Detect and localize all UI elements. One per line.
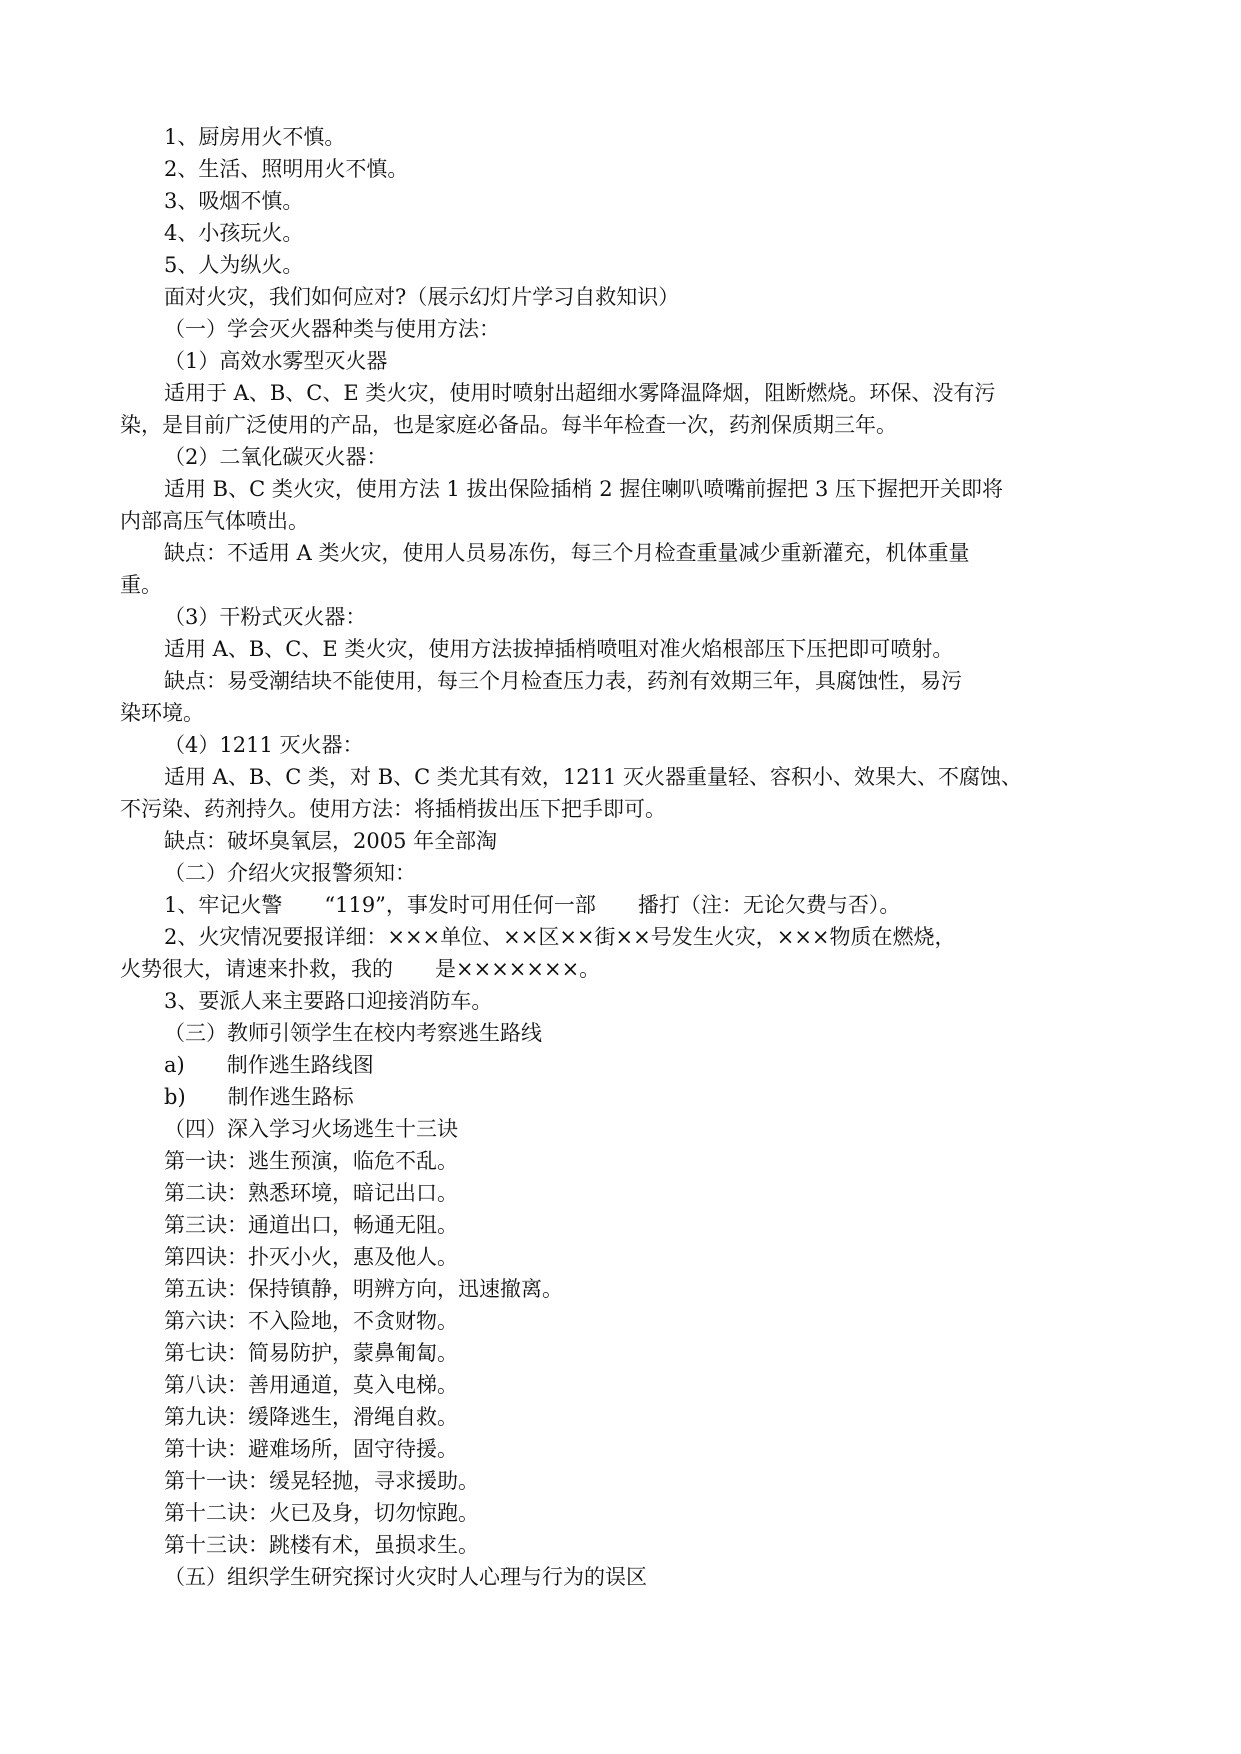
document-line: 第十诀：避难场所，固守待援。 (164, 1437, 458, 1461)
document-line: 缺点：易受潮结块不能使用，每三个月检查压力表，药剂有效期三年，具腐蚀性，易污 (164, 669, 962, 693)
document-line: 5、人为纵火。 (164, 253, 304, 277)
document-line: 缺点：不适用 A 类火灾，使用人员易冻伤，每三个月检查重量减少重新灌充，机体重量 (164, 541, 970, 565)
document-line: （一）学会灭火器种类与使用方法： (164, 317, 500, 341)
document-line: 第六诀：不入险地，不贪财物。 (164, 1309, 458, 1333)
document-line: 第三诀：通道出口，畅通无阻。 (164, 1213, 458, 1237)
document-line: b) 制作逃生路标 (164, 1085, 354, 1109)
document-line: 内部高压气体喷出。 (120, 509, 309, 533)
document-line: 重。 (120, 573, 162, 597)
document-line: 第十二诀：火已及身，切勿惊跑。 (164, 1501, 479, 1525)
document-line: 第一诀：逃生预演，临危不乱。 (164, 1149, 458, 1173)
document-line: 第二诀：熟悉环境，暗记出口。 (164, 1181, 458, 1205)
document-line: 第八诀：善用通道，莫入电梯。 (164, 1373, 458, 1397)
document-line: 第九诀：缓降逃生，滑绳自救。 (164, 1405, 458, 1429)
document-line: （1）高效水雾型灭火器 (164, 349, 388, 373)
document-line: 火势很大，请速来扑救，我的 是×××××××。 (120, 957, 601, 981)
document-line: 4、小孩玩火。 (164, 221, 304, 245)
document-body (120, 121, 1124, 1593)
document-line: （2）二氧化碳灭火器： (164, 445, 388, 469)
document-line: 3、要派人来主要路口迎接消防车。 (164, 989, 493, 1013)
document-line: 第五诀：保持镇静，明辨方向，迅速撤离。 (164, 1277, 563, 1301)
document-line: 1、厨房用火不慎。 (164, 125, 346, 149)
document-line: 适用 B、C 类火灾，使用方法 1 拔出保险插梢 2 握住喇叭喷嘴前握把 3 压下握把开关即将 (164, 477, 1003, 501)
document-line: 染，是目前广泛使用的产品，也是家庭必备品。每半年检查一次，药剂保质期三年。 (120, 413, 897, 437)
document-line: a) 制作逃生路线图 (164, 1053, 374, 1077)
document-line: 不污染、药剂持久。使用方法：将插梢拔出压下把手即可。 (120, 797, 666, 821)
document-line: 第四诀：扑灭小火，惠及他人。 (164, 1245, 458, 1269)
document-line: 3、吸烟不慎。 (164, 189, 304, 213)
document-line: 2、生活、照明用火不慎。 (164, 157, 409, 181)
document-line: 适用于 A、B、C、E 类火灾，使用时喷射出超细水雾降温降烟，阻断燃烧。环保、没有污 (164, 381, 996, 405)
document-line: 1、牢记火警 “119”，事发时可用任何一部 播打（注：无论欠费与否）。 (164, 893, 901, 917)
document-line: 缺点：破坏臭氧层，2005 年全部淘 (164, 829, 498, 853)
document-line: 第七诀：简易防护，蒙鼻匍匐。 (164, 1341, 458, 1365)
document-line: 适用 A、B、C 类，对 B、C 类尤其有效，1211 灭火器重量轻、容积小、效果大、不腐蚀、 (164, 765, 1022, 789)
document-line: 面对火灾，我们如何应对?（展示幻灯片学习自救知识） (164, 285, 680, 309)
document-line: 染环境。 (120, 701, 204, 725)
document-line: （4）1211 灭火器： (164, 733, 364, 757)
document-line: 2、火灾情况要报详细：×××单位、××区××街××号发生火灾，×××物质在燃烧， (164, 925, 956, 949)
document-line: （五）组织学生研究探讨火灾时人心理与行为的误区 (164, 1565, 647, 1589)
document-line: 第十一诀：缓晃轻抛，寻求援助。 (164, 1469, 479, 1493)
document-line: 适用 A、B、C、E 类火灾，使用方法拔掉插梢喷咀对准火焰根部压下压把即可喷射。 (164, 637, 954, 661)
document-line: （二）介绍火灾报警须知： (164, 861, 416, 885)
document-line: （四）深入学习火场逃生十三诀 (164, 1117, 458, 1141)
document-line: （3）干粉式灭火器： (164, 605, 367, 629)
document-line: 第十三诀：跳楼有术，虽损求生。 (164, 1533, 479, 1557)
document-line: （三）教师引领学生在校内考察逃生路线 (164, 1021, 542, 1045)
